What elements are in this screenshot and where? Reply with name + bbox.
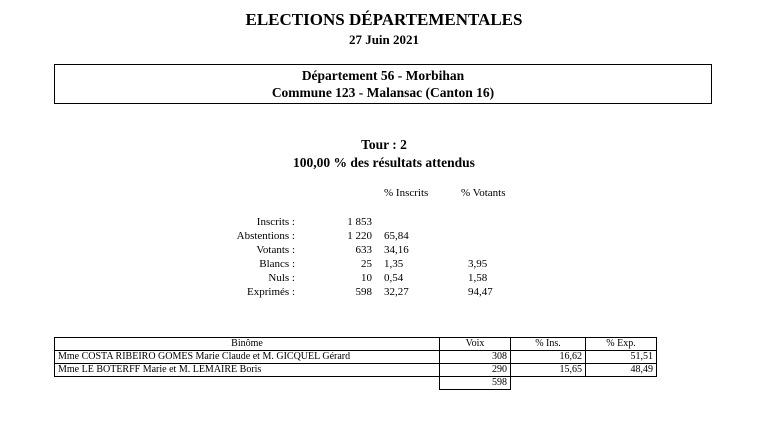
results-progress: 100,00 % des résultats attendus <box>293 155 475 170</box>
row-pct-exp: 48,49 <box>586 364 657 377</box>
stat-pctvot-exprimes: 94,47 <box>468 286 493 298</box>
table-header-row <box>55 338 657 351</box>
stats-header-votants: % Votants <box>461 187 506 199</box>
stat-pctins-nuls: 0,54 <box>384 272 404 284</box>
stat-value-exprimes: 598 <box>355 286 372 298</box>
stat-pctvot-blancs: 3,95 <box>468 258 488 270</box>
stat-label-blancs: Blancs : <box>259 258 295 270</box>
row-voix: 290 <box>440 364 511 377</box>
row-pct-ins: 16,62 <box>511 351 586 364</box>
round-label: Tour : 2 <box>361 137 407 152</box>
row-pct-exp: 51,51 <box>586 351 657 364</box>
stat-pctins-blancs: 1,35 <box>384 258 404 270</box>
stat-pctins-exprimes: 32,27 <box>384 286 409 298</box>
header-pct-exp: % Exp. <box>586 338 657 351</box>
stat-value-votants: 633 <box>355 244 372 256</box>
stat-label-abstentions: Abstentions : <box>236 230 295 242</box>
stat-pctins-votants: 34,16 <box>384 244 409 256</box>
total-spacer <box>586 377 657 390</box>
commune-label: Commune 123 - Malansac (Canton 16) <box>271 85 495 100</box>
stat-pctins-abstentions: 65,84 <box>384 230 409 242</box>
table-row <box>55 364 657 377</box>
stat-value-inscrits: 1 853 <box>347 216 372 228</box>
stat-label-exprimes: Exprimés : <box>247 286 295 298</box>
table-total-row <box>55 377 657 390</box>
stat-pctvot-nuls: 1,58 <box>468 272 488 284</box>
row-pct-ins: 15,65 <box>511 364 586 377</box>
page-title: ELECTIONS DÉPARTEMENTALES <box>245 10 523 29</box>
header-binome: Binôme <box>55 338 440 351</box>
location-box <box>54 64 712 104</box>
results-table <box>54 337 657 390</box>
stats-header-inscrits: % Inscrits <box>384 187 429 199</box>
election-date: 27 Juin 2021 <box>348 32 420 47</box>
stat-value-nuls: 10 <box>361 272 372 284</box>
header-voix: Voix <box>440 338 511 351</box>
total-spacer <box>55 377 440 390</box>
stat-label-votants: Votants : <box>256 244 295 256</box>
total-voix: 598 <box>440 377 511 390</box>
stat-value-blancs: 25 <box>361 258 372 270</box>
row-binome: Mme LE BOTERFF Marie et M. LEMAIRE Boris <box>55 364 440 377</box>
header-pct-ins: % Ins. <box>511 338 586 351</box>
table-row <box>55 351 657 364</box>
row-binome: Mme COSTA RIBEIRO GOMES Marie Claude et M. GICQUEL Gérard <box>55 351 440 364</box>
stat-value-abstentions: 1 220 <box>347 230 372 242</box>
total-spacer <box>511 377 586 390</box>
stat-label-inscrits: Inscrits : <box>256 216 295 228</box>
stat-label-nuls: Nuls : <box>268 272 295 284</box>
departement-label: Département 56 - Morbihan <box>301 68 465 83</box>
row-voix: 308 <box>440 351 511 364</box>
